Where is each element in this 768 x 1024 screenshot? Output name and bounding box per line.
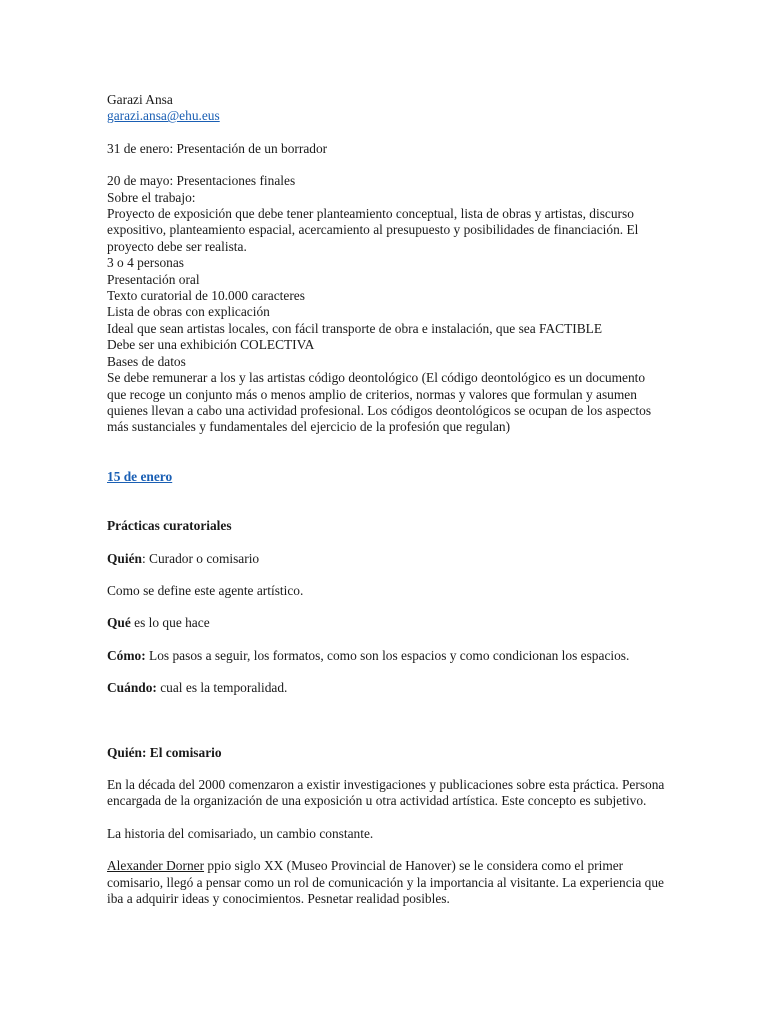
- when-text: cual es la temporalidad.: [156, 680, 288, 696]
- curator-paragraph-2: La historia del comisariado, un cambio constante.: [107, 825, 374, 841]
- curator-heading: Quién: El comisario: [107, 744, 222, 760]
- when-label: Cuándo:: [107, 680, 157, 696]
- work-item: Debe ser una exhibición COLECTIVA: [107, 337, 315, 353]
- what-text: es lo que hace: [130, 615, 210, 631]
- work-item: Ideal que sean artistas locales, con fácil transporte de obra e instalación, que sea FACTIBLE: [107, 320, 603, 336]
- what-label: Qué: [107, 615, 131, 631]
- dorner-name: Alexander Dorner: [107, 858, 205, 874]
- work-description: Proyecto de exposición que debe tener planteamiento conceptual, lista de obras y artistas, discurso expositivo, planteamiento espacial, acercamiento al presupuesto y posibilidades de financiación. El proyecto debe ser realista.: [107, 206, 639, 254]
- define-line: Como se define este agente artístico.: [107, 582, 304, 598]
- author-name: Garazi Ansa: [107, 92, 173, 107]
- work-item: Se debe remunerar a los y las artistas código deontológico (El código deontológico es un documento que recoge un conjunto más o menos amplio de criterios, normas y valores que formulan y asumen quienes llevan a cabo una actividad profesional. Los códigos deontológicos se ocupan de los aspectos más sustanciales y fundamentales del ejercicio de la profesión que regulan): [107, 370, 652, 435]
- who-line: [107, 551, 667, 567]
- author-email-link[interactable]: garazi.ansa@ehu.eus: [107, 108, 220, 124]
- work-item: Presentación oral: [107, 271, 200, 287]
- work-item: Texto curatorial de 10.000 caracteres: [107, 288, 305, 304]
- document-body: [107, 92, 667, 907]
- work-item: Bases de datos: [107, 353, 186, 369]
- work-item: 3 o 4 personas: [107, 255, 184, 271]
- how-label: Cómo:: [107, 647, 146, 663]
- work-title: Sobre el trabajo:: [107, 189, 196, 205]
- how-line: [107, 648, 667, 664]
- what-line: [107, 615, 667, 631]
- who-label: Quién: [107, 550, 142, 566]
- when-line: [107, 680, 667, 696]
- section-title: Prácticas curatoriales: [107, 518, 232, 534]
- dorner-text: ppio siglo XX (Museo Provincial de Hanover) se le considera como el primer comisario, llegó a pensar como un rol de comunicación y la importancia al visitante. La experiencia que iba a adquirir ideas y conocimientos. Pesnetar realidad posibles.: [107, 858, 664, 906]
- curator-paragraph-1: En la década del 2000 comenzaron a existir investigaciones y publicaciones sobre esta práctica. Persona encargada de la organización de una exposición u otra actividad artística. Este concepto es subjetivo.: [107, 776, 665, 809]
- how-text: Los pasos a seguir, los formatos, como son los espacios y como condicionan los espacios.: [145, 647, 630, 663]
- work-item: Lista de obras con explicación: [107, 304, 270, 320]
- final-date: 20 de mayo: Presentaciones finales: [107, 173, 296, 189]
- date-heading-link[interactable]: 15 de enero: [107, 468, 173, 484]
- draft-date: 31 de enero: Presentación de un borrador: [107, 140, 328, 156]
- who-text: : Curador o comisario: [141, 550, 260, 566]
- curator-paragraph-3: [107, 858, 667, 907]
